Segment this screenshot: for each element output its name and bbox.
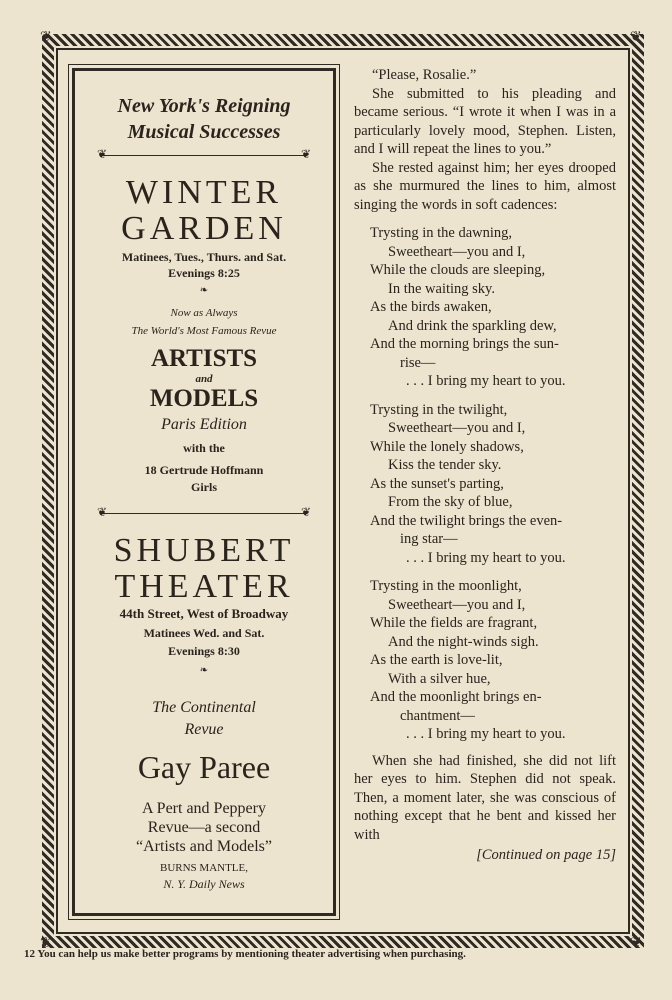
show-subtitle: Revue xyxy=(184,721,224,738)
poem-line: . . . I bring my heart to you. xyxy=(406,373,566,389)
winter-garden-matinees: Matinees, Tues., Thurs. and Sat. xyxy=(121,250,287,264)
divider-rule xyxy=(103,513,305,514)
show-title-models: MODELS xyxy=(149,385,259,412)
continued-note: [Continued on page 15] xyxy=(476,847,616,863)
poem-line: And the night-winds sigh. xyxy=(388,633,539,650)
page-footer xyxy=(24,948,644,960)
poem-line: While the fields are fragrant, xyxy=(370,615,538,631)
poem-line: As the earth is love-lit, xyxy=(370,652,503,668)
girls-label: 18 Gertrude Hoffmann xyxy=(144,463,264,477)
show-subtitle: The Continental xyxy=(152,699,256,716)
shubert-evenings: Evenings 8:30 xyxy=(168,644,240,658)
poem-line: And drink the sparkling dew, xyxy=(388,317,557,334)
story-paragraph: She rested against him; her eyes drooped as she murmured the lines to him, almost singing the words in soft cadences: xyxy=(354,159,616,213)
venue-name-line: WINTER xyxy=(125,174,283,211)
story-column xyxy=(354,66,616,865)
venue-name-line: SHUBERT xyxy=(113,532,295,569)
tagline: Now as Always xyxy=(170,307,238,319)
winter-garden-name xyxy=(75,175,333,247)
poem-line: Sweetheart—you and I, xyxy=(388,596,526,613)
poem-line: rise— xyxy=(400,354,436,371)
ad-heading xyxy=(75,93,333,145)
show-name: Gay Paree xyxy=(137,749,271,785)
poem-line: Sweetheart—you and I, xyxy=(388,420,526,436)
poem-line: . . . I bring my heart to you. xyxy=(406,549,566,566)
poem-line: While the clouds are sleeping, xyxy=(370,262,546,278)
poem-line: ing star— xyxy=(400,531,458,547)
corner-ornament-icon: ❦ xyxy=(630,935,642,951)
review-credit: N. Y. Daily News xyxy=(163,877,245,891)
with-label: with the xyxy=(183,441,225,455)
poem-line: In the waiting sky. xyxy=(388,280,495,297)
story-paragraph: When she had finished, she did not lift her eyes to him. Stephen did not speak. Then, a moment later, she was conscious of nothing except that he bent and kissed her with xyxy=(354,752,616,843)
poem-line: While the lonely shadows, xyxy=(370,438,524,455)
review-quote: Revue—a second xyxy=(147,819,261,836)
venue-name-line: THEATER xyxy=(114,568,294,605)
poem-stanza xyxy=(370,224,616,391)
poem-line: As the birds awaken, xyxy=(370,299,492,315)
poem-line: Sweetheart—you and I, xyxy=(388,243,526,260)
divider-rule xyxy=(103,155,305,156)
review-quote: “Artists and Models” xyxy=(136,838,272,855)
footer-text: You can help us make better programs by mentioning theater advertising when purchasing. xyxy=(37,948,466,960)
shubert-matinees: Matinees Wed. and Sat. xyxy=(143,626,265,640)
edition-label: Paris Edition xyxy=(161,416,247,433)
poem-line: From the sky of blue, xyxy=(388,494,513,510)
venue-name-line: GARDEN xyxy=(121,210,287,247)
tagline: The World's Most Famous Revue xyxy=(131,325,277,337)
show-title-and: and xyxy=(195,373,213,385)
page-number: 12 xyxy=(24,948,35,960)
story-paragraph: She submitted to his pleading and became serious. “I wrote it when I was in a particularly lovely mood, Stephen. Listen, and I will repeat the lines to you.” xyxy=(354,85,616,157)
ad-heading-line: Musical Successes xyxy=(127,121,281,143)
poem-line: And the twilight brings the even- xyxy=(370,512,563,529)
corner-ornament-icon: ❦ xyxy=(40,29,52,45)
poem-line: chantment— xyxy=(400,707,475,724)
dingbat-icon: ❧ xyxy=(199,665,209,676)
poem-line: And the morning brings the sun- xyxy=(370,336,559,352)
poem-line: Kiss the tender sky. xyxy=(388,457,502,473)
corner-ornament-icon: ❦ xyxy=(40,935,52,951)
show-title-artists: ARTISTS xyxy=(150,345,258,372)
story-paragraph: “Please, Rosalie.” xyxy=(372,67,477,83)
poem-line: Trysting in the dawning, xyxy=(370,225,513,241)
girls-label: Girls xyxy=(191,480,217,494)
shubert-address: 44th Street, West of Broadway xyxy=(119,606,289,621)
shubert-theater-name xyxy=(75,533,333,605)
poem-line: Trysting in the twilight, xyxy=(370,401,508,418)
winter-garden-evenings: Evenings 8:25 xyxy=(168,266,240,280)
poem-stanza xyxy=(370,577,616,744)
poem-line: . . . I bring my heart to you. xyxy=(406,726,566,742)
poem-line: With a silver hue, xyxy=(388,670,491,687)
review-credit: BURNS MANTLE, xyxy=(159,862,248,874)
review-quote: A Pert and Peppery xyxy=(142,800,266,817)
poem-line: Trysting in the moonlight, xyxy=(370,578,522,594)
poem-stanza xyxy=(370,401,616,568)
dingbat-icon: ❧ xyxy=(199,285,209,296)
poem-line: As the sunset's parting, xyxy=(370,475,504,492)
poem-line: And the moonlight brings en- xyxy=(370,689,542,705)
corner-ornament-icon: ❦ xyxy=(630,29,642,45)
theater-advertisement xyxy=(72,68,336,916)
ad-heading-line: New York's Reigning xyxy=(117,95,291,117)
